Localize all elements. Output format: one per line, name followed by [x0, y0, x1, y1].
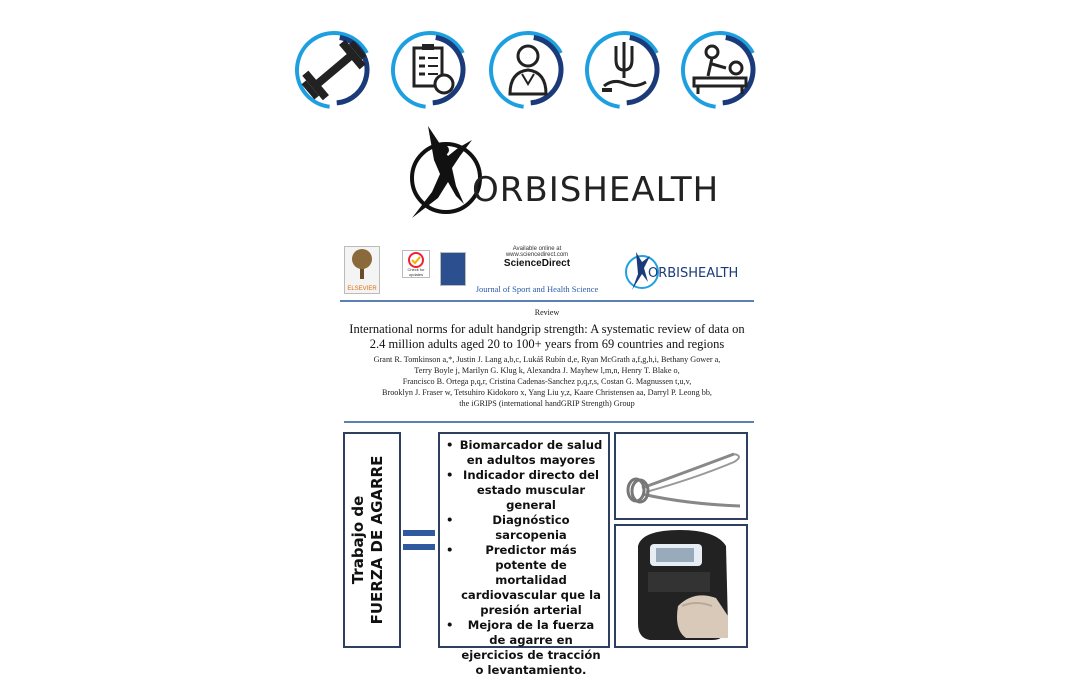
available-online: Available online at www.sciencedirect.com	[505, 246, 569, 258]
vertical-title-box	[343, 432, 401, 648]
author-line: Grant R. Tomkinson a,*, Justin J. Lang a,b,c, Lukáš Rubín d,e, Ryan McGrath a,f,g,h,i, Bethany Gower a,	[373, 355, 721, 364]
check-updates-label: Check for updates	[407, 267, 425, 277]
journal-cover	[440, 252, 466, 286]
vertical-title-line2: FUERZA DE AGARRE	[368, 455, 386, 625]
sciencedirect-title: ScienceDirect	[503, 258, 571, 269]
elsevier-logo	[344, 246, 380, 294]
author-list	[340, 354, 754, 409]
list-item: • Indicador directo del estado muscular general	[444, 468, 604, 513]
doctor-icon	[486, 28, 570, 112]
dynamometer-icon	[616, 526, 746, 646]
equals-bar-bottom	[403, 544, 435, 550]
author-line: Francisco B. Ortega p,q,r, Cristina Cadenas-Sanchez p,q,r,s, Costan G. Magnussen t,u,v,	[402, 377, 692, 386]
list-item: • Biomarcador de salud en adultos mayores	[444, 438, 604, 468]
psychology-hand-icon	[582, 28, 666, 112]
small-logo-text: ORBISHEALTH	[648, 266, 739, 281]
journal-name: Journal of Sport and Health Science	[475, 284, 599, 294]
spring-gripper-icon	[616, 434, 746, 518]
paper-title: International norms for adult handgrip strength: A systematic review of data on 2.4 million adults aged 20 to 100+ years from 69 countries and regions	[349, 322, 745, 351]
section-divider	[344, 421, 754, 423]
article-type: Review	[534, 308, 560, 317]
author-line: Brooklyn J. Fraser w, Tetsuhiro Kidokoro x, Yang Liu y,z, Kaare Christensen aa, Darryl P. Leong bb,	[382, 388, 712, 397]
header-divider	[340, 300, 754, 302]
tree-icon	[345, 247, 379, 281]
check-updates-badge[interactable]	[402, 250, 430, 278]
dynamometer-image	[614, 524, 748, 648]
nutrition-checklist-icon	[388, 28, 472, 112]
list-item: • Diagnóstico sarcopenia	[444, 513, 604, 543]
equals-bar-top	[403, 530, 435, 536]
logo-text: ORBISHEALTH	[472, 170, 720, 210]
article-header	[340, 246, 754, 298]
author-line: Terry Boyle j, Marilyn G. Klug k, Alexandra J. Mayhew l,m,n, Henry T. Blake o,	[414, 366, 680, 375]
list-item: • Mejora de la fuerza de agarre en ejercicios de tracción o levantamiento.	[444, 618, 604, 678]
list-item: • Predictor más potente de mortalidad cardiovascular que la presión arterial	[444, 543, 604, 618]
physiotherapy-icon	[678, 28, 762, 112]
vertical-title-line1: Trabajo de	[349, 495, 367, 585]
orbishealth-small-logo	[622, 248, 748, 296]
orbishealth-logo	[398, 126, 720, 222]
benefit-list	[444, 438, 604, 678]
publisher-label: ELSEVIER	[347, 286, 377, 292]
vertical-title	[349, 440, 387, 640]
spring-gripper-image	[614, 432, 748, 520]
dumbbell-icon	[292, 28, 376, 112]
bullet-box	[438, 432, 610, 677]
author-line: the iGRIPS (international handGRIP Strength) Group	[459, 399, 635, 408]
